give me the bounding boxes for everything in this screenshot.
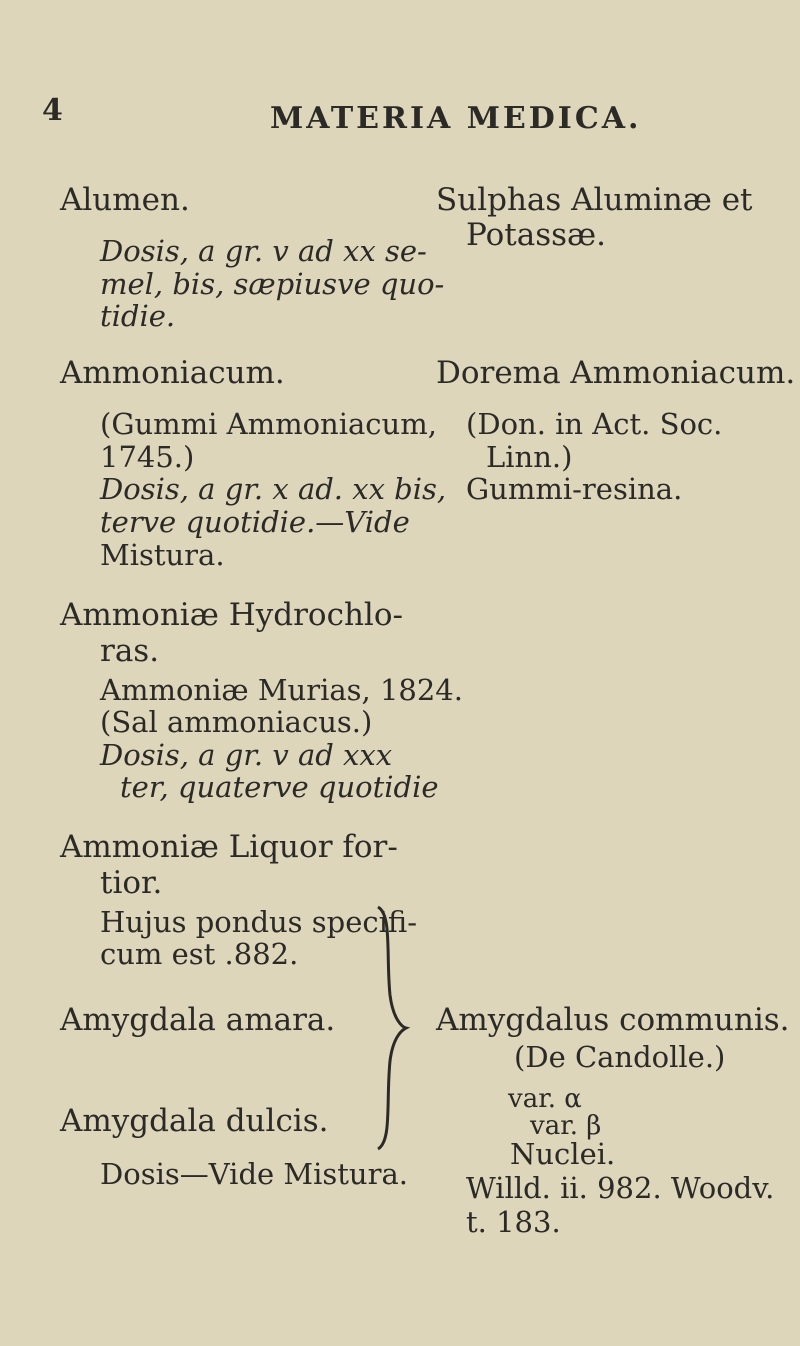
grouping-brace [372,903,412,1153]
entry-heading-amygdalus: Amygdalus communis. [436,1002,790,1038]
entry-heading-ammoniacum: Ammoniacum. [60,355,285,391]
variety-line: var. β [530,1111,602,1141]
reference-line: Willd. ii. 982. Woodv. [466,1171,775,1205]
reference-line: t. 183. [466,1205,561,1239]
entry-heading-ammoniae-hydrochloras-cont: ras. [100,633,160,669]
dose-line: Dosis—Vide Mistura. [100,1157,408,1191]
dose-line: tidie. [100,299,176,333]
entry-heading-amygdala-amara: Amygdala amara. [60,1002,336,1038]
dose-line: Dosis, a gr. x ad. xx bis, [100,472,447,506]
entry-heading-dorema: Dorema Ammoniacum. [436,355,796,391]
description-line: Gummi-resina. [466,472,683,506]
variety-line: var. α [508,1084,582,1114]
entry-heading-alumen: Alumen. [60,182,190,218]
running-title: MATERIA MEDICA. [270,101,642,136]
dose-line: mel, bis, sæpiusve quo- [100,267,445,301]
synonym-line: 1745.) [100,440,195,474]
entry-heading-ammoniae-liquor-cont: tior. [100,865,163,901]
dose-line: ter, quaterve quotidie [120,770,439,804]
synonym-sulphas-cont: Potassæ. [466,217,607,253]
note-line: cum est .882. [100,937,299,971]
authority-line: (Don. in Act. Soc. [466,407,723,441]
part-used-line: Nuclei. [510,1137,616,1171]
entry-heading-ammoniae-liquor: Ammoniæ Liquor for- [60,829,398,865]
note-line: Hujus pondus specifi- [100,905,418,939]
dose-line: Mistura. [100,538,225,572]
page-number: 4 [42,93,66,128]
synonym-line: Ammoniæ Murias, 1824. [100,673,463,707]
synonym-sulphas: Sulphas Aluminæ et [436,182,753,218]
dose-line: Dosis, a gr. v ad xxx [100,738,393,772]
dose-line: terve quotidie.—Vide [100,505,410,539]
entry-heading-amygdala-dulcis: Amygdala dulcis. [60,1103,329,1139]
entry-heading-ammoniae-hydrochloras: Ammoniæ Hydrochlo- [60,597,403,633]
authority-line: Linn.) [486,440,573,474]
synonym-line: (Gummi Ammoniacum, [100,407,437,441]
authority-line: (De Candolle.) [514,1040,726,1074]
dose-line: Dosis, a gr. v ad xx se- [100,234,427,268]
synonym-line: (Sal ammoniacus.) [100,705,373,739]
